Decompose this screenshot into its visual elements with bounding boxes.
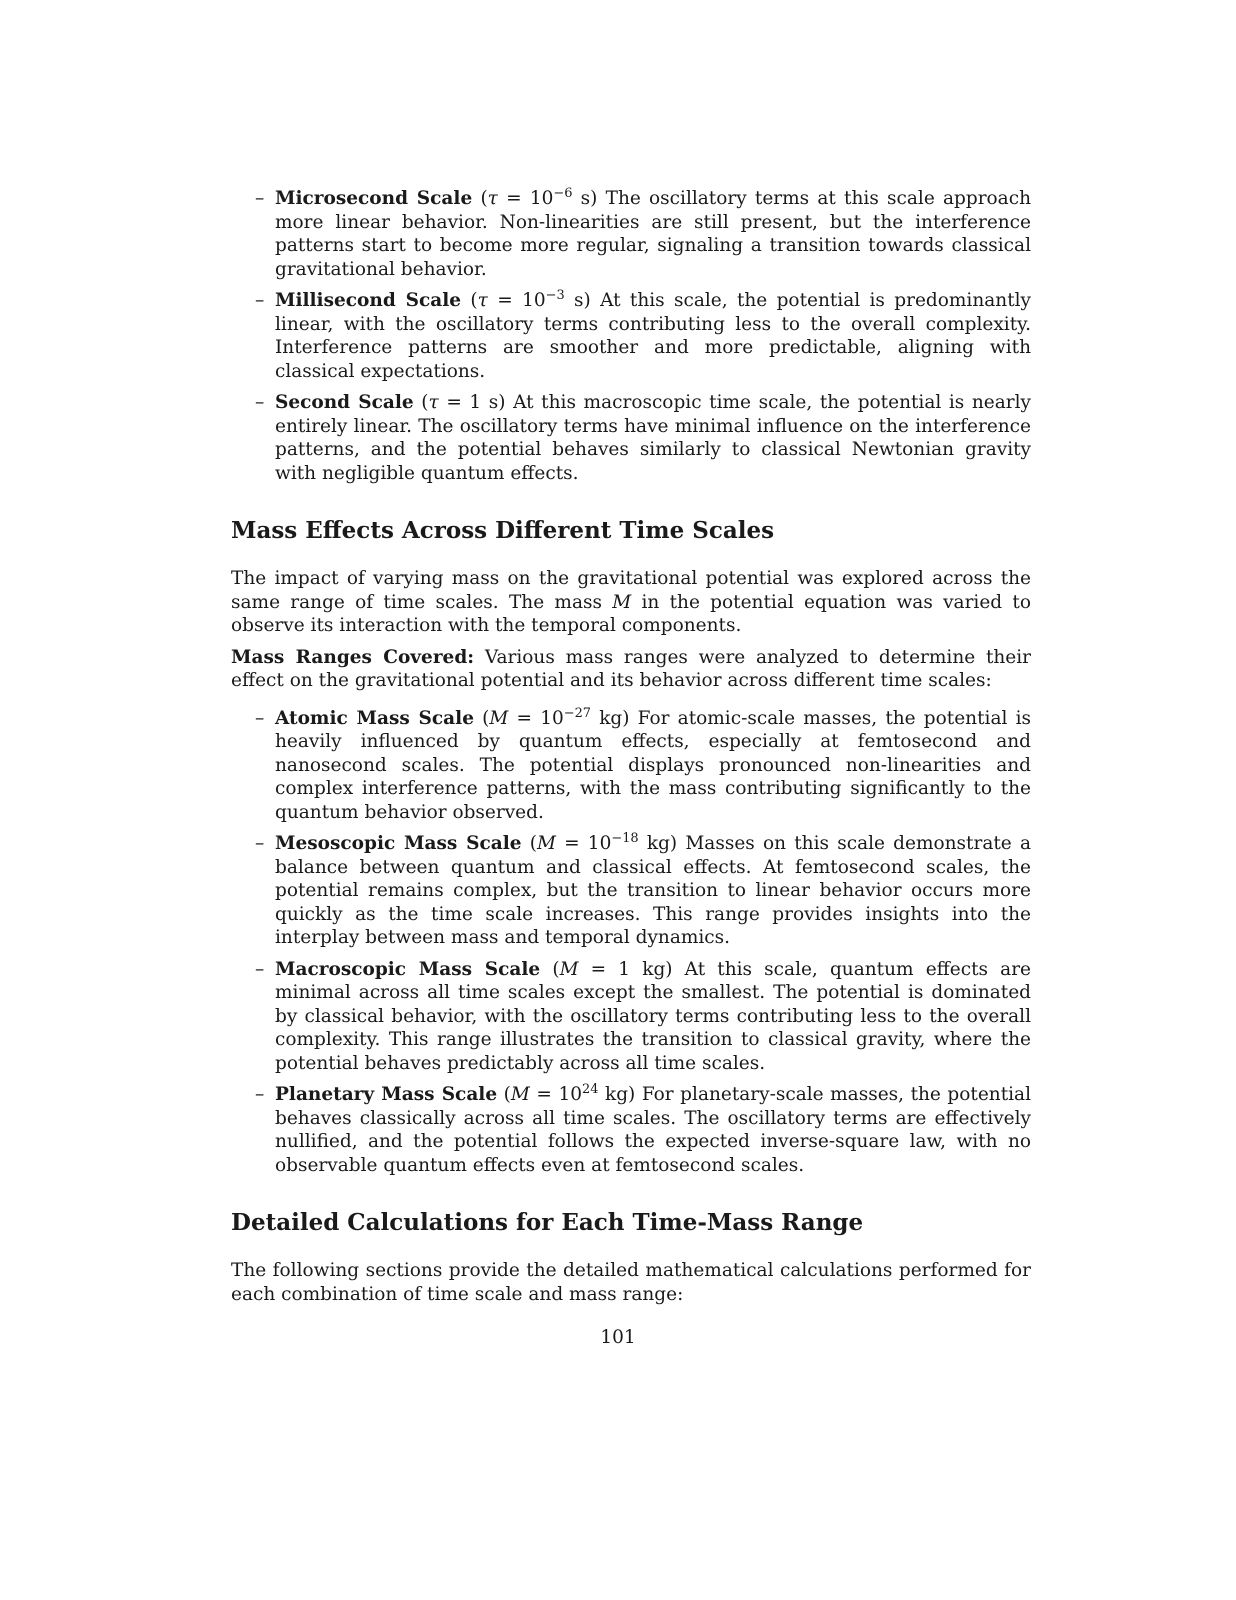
item-text: Masses on this scale demonstrate a balance between quantum and classical effects. At femtosecond scales, the potential remains complex, but the transition to linear behavior occurs more quickly as the time scale increases. This range provides insights into the interplay between mass and temporal dynamics.: [275, 833, 1031, 948]
section-heading-mass-effects: Mass Effects Across Different Time Scales: [231, 517, 775, 544]
item-param: ($\tau = 10^{-3}$ s): [470, 287, 591, 311]
time-scale-list: [231, 187, 1031, 485]
list-item: [255, 830, 1031, 950]
item-param: ($M = 10^{24}$ kg): [503, 1081, 636, 1105]
dash-bullet: –: [255, 1084, 265, 1105]
list-item: [255, 391, 1031, 485]
item-text: For planetary-scale masses, the potential behaves classically across all time scales. The oscillatory terms are effectively nullified, and the potential follows the expected inverse-square law, with no observable quantum effects even at femtosecond scales.: [275, 1084, 1031, 1176]
item-text: At this scale, the potential is predominantly linear, with the oscillatory terms contributing less to the overall complexity. Interference patterns are smoother and more predictable, aligning with classical expectations.: [275, 290, 1031, 382]
item-term: Mesoscopic Mass Scale: [275, 833, 522, 854]
dash-bullet: –: [255, 392, 265, 413]
item-term: Millisecond Scale: [275, 290, 462, 311]
item-term: Atomic Mass Scale: [275, 707, 474, 729]
list-item: [255, 705, 1031, 825]
page-number: 101: [600, 1327, 636, 1348]
page-content: [231, 187, 1031, 1314]
paragraph-mass-intro: The impact of varying mass on the gravitational potential was explored across the same range of time scales. The mass M in the potential equation was varied to observe its interaction with the temporal components.: [231, 568, 1031, 636]
list-item: [255, 185, 1031, 281]
dash-bullet: –: [255, 958, 265, 980]
item-param: (τ = 1 s): [421, 392, 506, 413]
item-param: (M = 1 kg): [552, 958, 673, 980]
paragraph-mass-ranges: Mass Ranges Covered: Various mass ranges were analyzed to determine their effect on the gravitational potential and its behavior across different time scales:: [231, 646, 1031, 691]
item-text: At this macroscopic time scale, the potential is nearly entirely linear. The oscillatory terms have minimal influence on the interference patterns, and the potential behaves similarly to classical Newtonian gravity with negligible quantum effects.: [275, 392, 1031, 484]
item-param: ($\tau = 10^{-6}$ s): [480, 185, 598, 209]
paragraph-calc-intro: The following sections provide the detailed mathematical calculations performed for each combination of time scale and mass range:: [231, 1260, 1031, 1305]
item-term: Second Scale: [275, 392, 414, 413]
dash-bullet: –: [255, 188, 265, 209]
item-param: ($M = 10^{-18}$ kg): [529, 830, 678, 854]
item-param: ($M = 10^{-27}$ kg): [482, 705, 630, 729]
lead-label: Mass Ranges Covered:: [231, 646, 475, 668]
item-term: Macroscopic Mass Scale: [275, 958, 541, 980]
dash-bullet: –: [255, 707, 265, 729]
dash-bullet: –: [255, 833, 265, 854]
list-item: [255, 958, 1031, 1076]
list-item: [255, 287, 1031, 383]
item-term: Planetary Mass Scale: [275, 1084, 498, 1105]
item-text: For atomic-scale masses, the potential is heavily influenced by quantum effects, especially at femtosecond and nanosecond scales. The potential displays pronounced non-linearities and complex interference patterns, with the mass contributing significantly to the quantum behavior observed.: [275, 707, 1031, 823]
item-text: The oscillatory terms at this scale approach more linear behavior. Non-linearities are still present, but the interference patterns start to become more regular, signaling a transition towards classical gravitational behavior.: [275, 188, 1031, 280]
list-item: [255, 1081, 1031, 1177]
dash-bullet: –: [255, 290, 265, 311]
mass-scale-list: [231, 707, 1031, 1178]
section-heading-detailed-calculations: Detailed Calculations for Each Time-Mass Range: [231, 1209, 864, 1236]
item-text: At this scale, quantum effects are minimal across all time scales except the smallest. The potential is dominated by classical behavior, with the oscillatory terms contributing less to the overall complexity. This range illustrates the transition to classical gravity, where the potential behaves predictably across all time scales.: [275, 958, 1031, 1074]
item-term: Microsecond Scale: [275, 188, 473, 209]
